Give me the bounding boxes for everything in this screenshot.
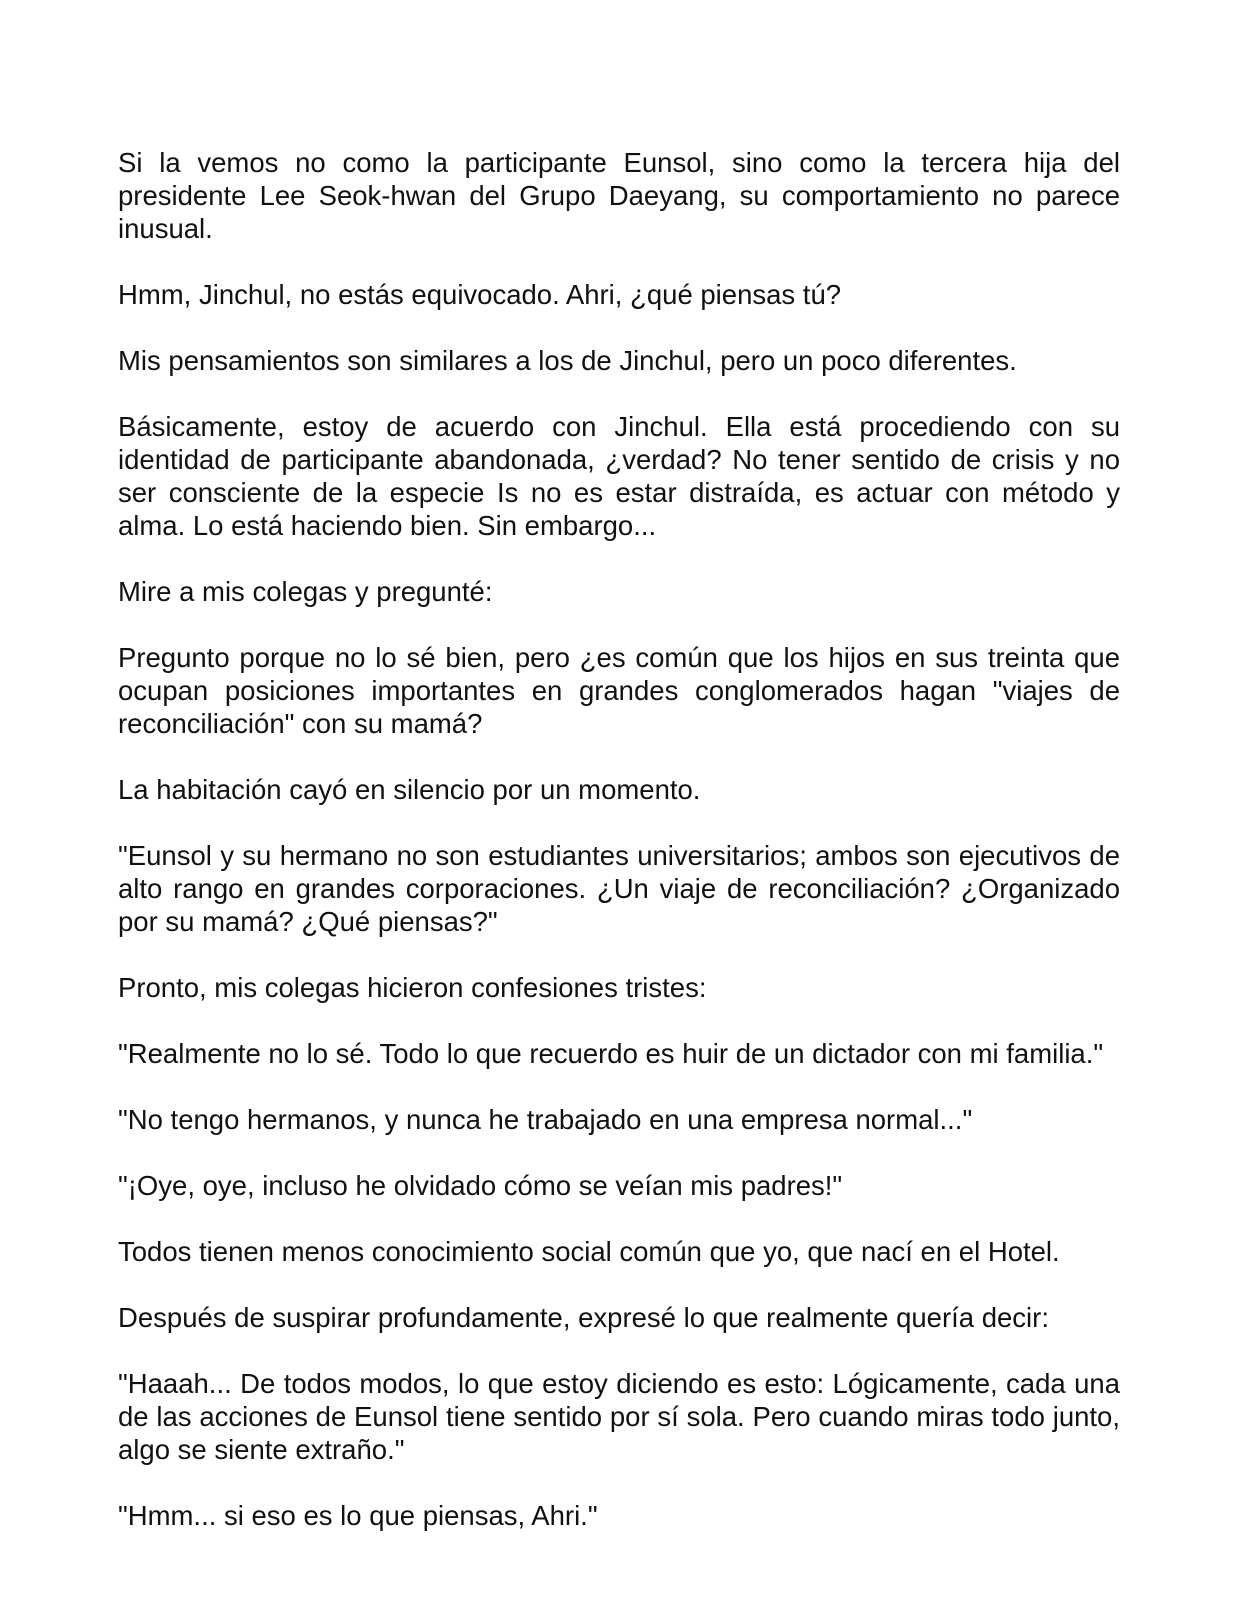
paragraph-14: Después de suspirar profundamente, expresé lo que realmente quería decir: (118, 1302, 1049, 1333)
paragraph-10: "Realmente no lo sé. Todo lo que recuerdo es huir de un dictador con mi familia." (118, 1038, 1104, 1069)
paragraph-2: Hmm, Jinchul, no estás equivocado. Ahri, ¿qué piensas tú? (118, 279, 842, 310)
paragraph-12: "¡Oye, oye, incluso he olvidado cómo se veían mis padres!" (118, 1170, 843, 1201)
paragraph-3: Mis pensamientos son similares a los de Jinchul, pero un poco diferentes. (118, 345, 1017, 376)
paragraph-15: "Haaah... De todos modos, lo que estoy diciendo es esto: Lógicamente, cada una de las acciones de Eunsol tiene sentido por sí sola. Pero cuando miras todo junto, algo se siente extraño." (118, 1368, 1120, 1465)
paragraph-13: Todos tienen menos conocimiento social común que yo, que nací en el Hotel. (118, 1236, 1060, 1267)
paragraph-16: "Hmm... si eso es lo que piensas, Ahri." (118, 1500, 598, 1531)
paragraph-8: "Eunsol y su hermano no son estudiantes universitarios; ambos son ejecutivos de alto rango en grandes corporaciones. ¿Un viaje de reconciliación? ¿Organizado por su mamá? ¿Qué piensas?" (118, 840, 1120, 937)
paragraph-6: Pregunto porque no lo sé bien, pero ¿es común que los hijos en sus treinta que ocupan posiciones importantes en grandes conglomerados hagan "viajes de reconciliación" con su mamá? (118, 642, 1120, 739)
paragraph-11: "No tengo hermanos, y nunca he trabajado en una empresa normal..." (118, 1104, 973, 1135)
document-page (118, 146, 1120, 1532)
paragraph-7: La habitación cayó en silencio por un momento. (118, 774, 701, 805)
paragraph-1: Si la vemos no como la participante Eunsol, sino como la tercera hija del presidente Lee Seok-hwan del Grupo Daeyang, su comportamiento no parece inusual. (118, 147, 1120, 244)
paragraph-5: Mire a mis colegas y pregunté: (118, 576, 493, 607)
paragraph-9: Pronto, mis colegas hicieron confesiones tristes: (118, 972, 707, 1003)
paragraph-4: Básicamente, estoy de acuerdo con Jinchul. Ella está procediendo con su identidad de participante abandonada, ¿verdad? No tener sentido de crisis y no ser consciente de la especie Is no es estar distraída, es actuar con método y alma. Lo está haciendo bien. Sin embargo... (118, 411, 1120, 541)
